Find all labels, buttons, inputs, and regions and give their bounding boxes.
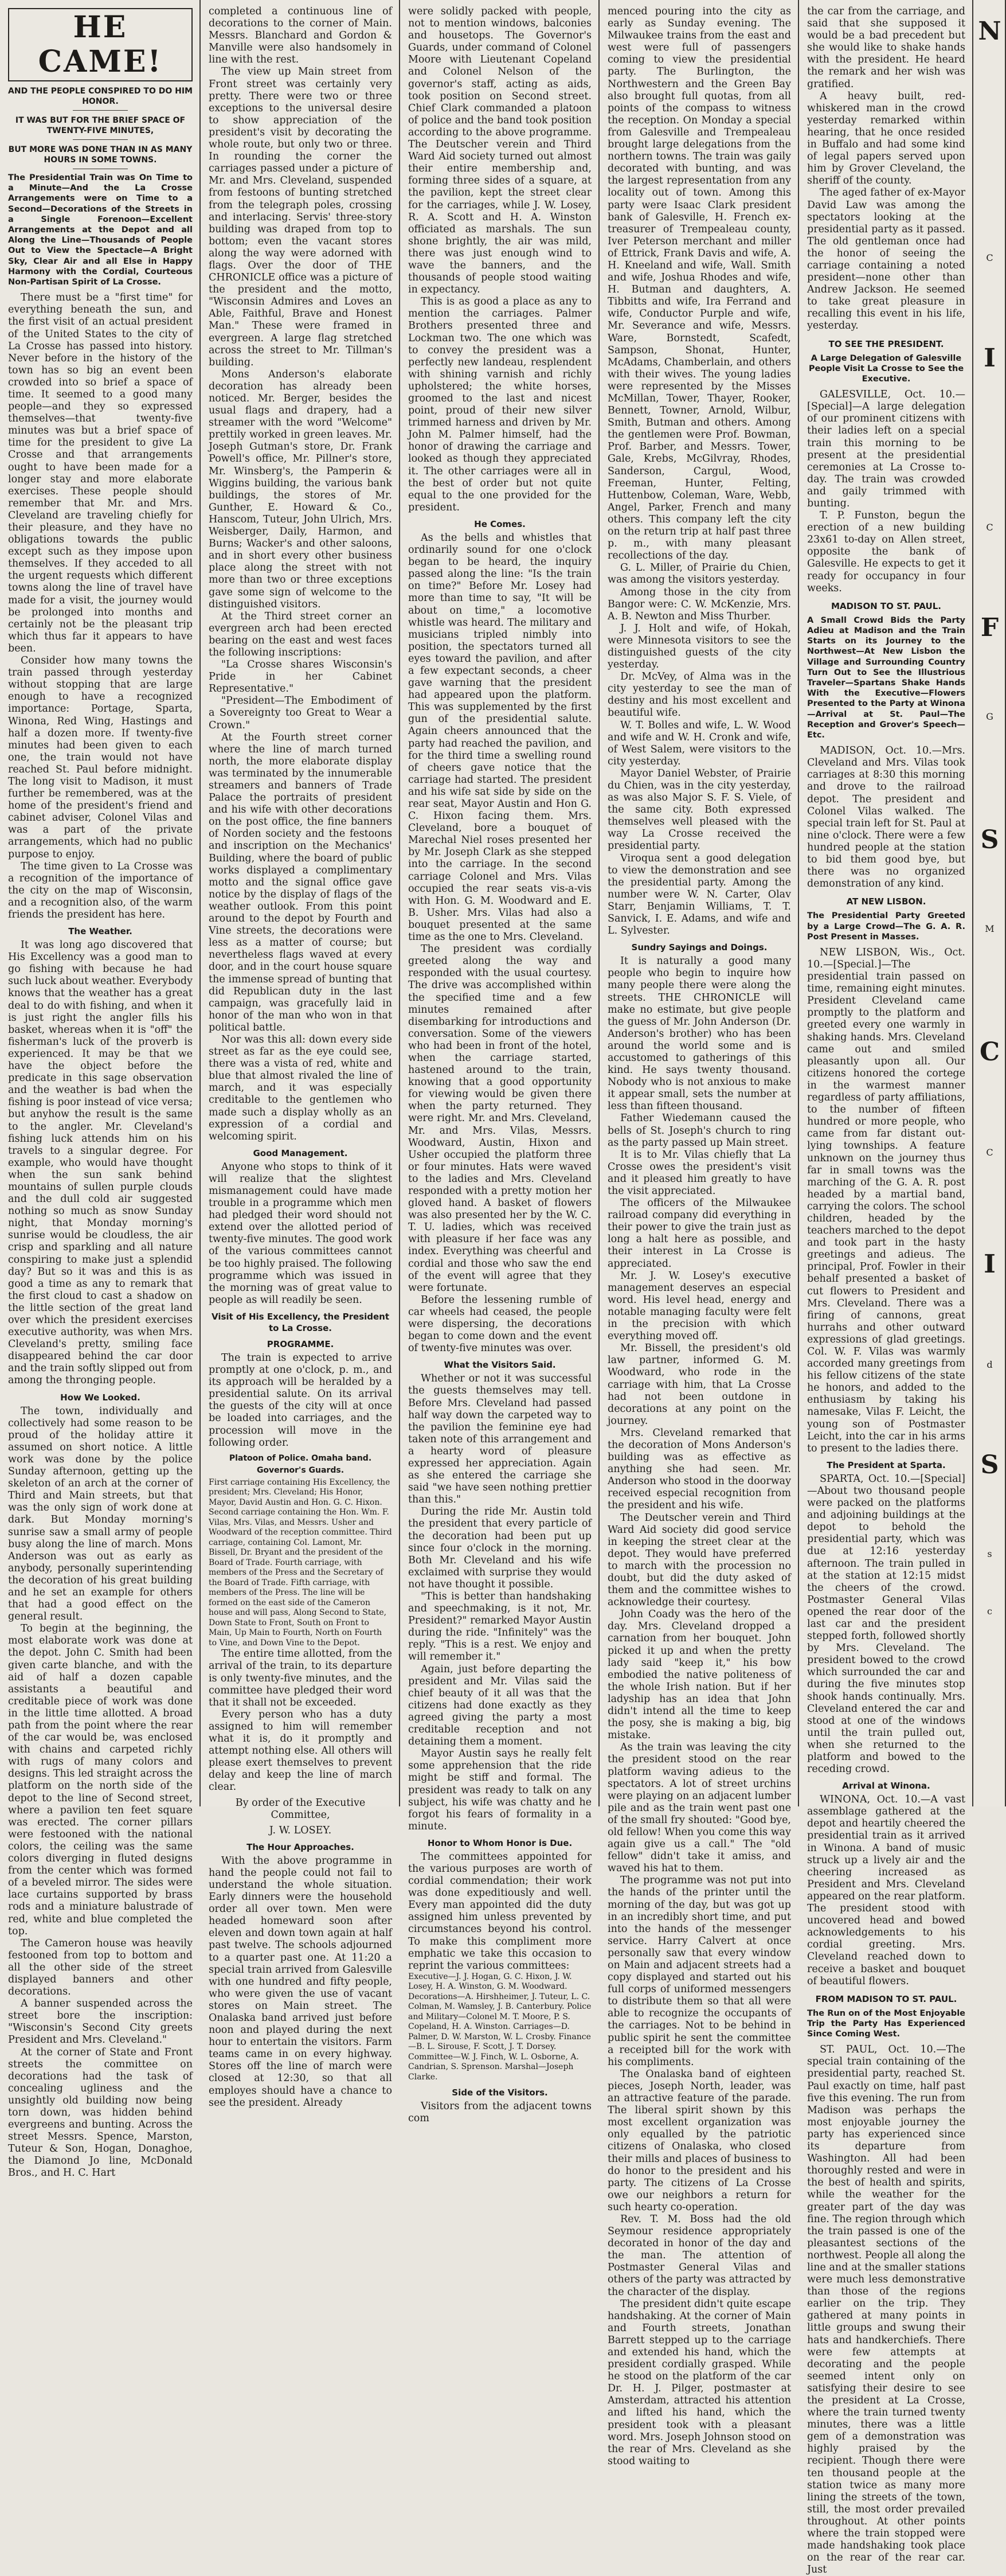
section-heading: Arrival at Winona. <box>842 1781 930 1792</box>
paragraph: GALESVILLE, Oct. 10.—[Special]—A large delegation of our prominent citizens with their ladies left on a special train this morning to be present at the presidential ceremonies at La Crosse to-day. The train was crowded and gaily trimmed with bunting. <box>807 389 965 509</box>
paragraph: There must be a "first time" for everything beneath the sun, and the first visit of an actual president of the United States to the city of La Crosse has passed into history. Never before in the history of the town has so big an event been crowded into so brief a space of time. It seemed to a good many people—and they so expressed themselves—that twenty-five minutes was but a brief space of time for the president to give La Crosse and that arrangements ought to have been made for a longer stay and more elaborate exercises. These people should remember that Mr. and Mrs. Cleveland are traveling chiefly for their pleasure, and they have no obligations towards the public except such as they impose upon themselves. If they acceded to all the urgent requests which different towns along the line of travel have made for a visit, the journey would be prolonged into months and certainly not be the pleasant trip which thus far it appears to have been. <box>8 292 193 654</box>
subhead-1: AND THE PEOPLE CONSPIRED TO DO HIM HONOR. <box>8 87 193 106</box>
paragraph: The town, individually and collectively had some reason to be proud of the holiday attire it assumed on short notice. A little work was done by the police Sunday afternoon, getting up the skeleton of an arch at the corner of Third and Main streets, but that was the only sign of work done at dark. But Monday morning's sunrise saw a small army of people busy along the line of march. Mons Anderson was out as early as anybody, personally superintending the decoration of his great building and he set an example for others that had a good effect on the general result. <box>8 1405 193 1623</box>
edge-letter: S <box>980 825 999 854</box>
headline-deck: The Presidential Train was On Time to a Minute—And the La Crosse Arrangements were on Time to a Second—Decorations of the Streets in a Single Forenoon—Excellent Arrangements at the Depot and all Along the Line—Thousands of People Out to View the Spectacle—A Bright Sky, Clear Air and all Else in Happy Harmony with the Cordial, Courteous Non-Partisan Spirit of La Crosse. <box>8 173 193 287</box>
paragraph: completed a continuous line of decorations to the corner of Main. Messrs. Blanchard and Gordon & Manville were also handsomely in line with the rest. <box>209 6 392 66</box>
paragraph: WINONA, Oct. 10.—A vast assemblage gathered at the depot and heartily cheered the presidential train as it arrived in Winona. A band of music struck up a lively air and the cheering increased as President and Mrs. Cleveland appeared on the rear platform. The president stood with uncovered head and bowed acknowledgements to his cordial greeting. Mrs. Cleveland reached down to receive a basket and bouquet of beautiful flowers. <box>807 1794 965 1987</box>
section-heading: The Weather. <box>68 926 132 937</box>
section-deck: The Run on of the Most Enjoyable Trip the Party Has Experienced Since Coming West. <box>807 2008 965 2039</box>
column-4 <box>600 0 798 2467</box>
paragraph: The Deutscher verein and Third Ward Aid society did good service in keeping the street clear at the depot. They would have preferred to march with the procession no doubt, but did the duty asked of them and the committee wishes to acknowledge their courtesy. <box>608 1512 791 1609</box>
section-heading: Visit of His Excellency, the President to La Crosse. <box>211 1311 390 1333</box>
column-5 <box>799 0 972 2576</box>
paragraph: Again, just before departing the president and Mr. Vilas said the chief beauty of it all was that the citizens had done exactly as they agreed giving the party a most creditable reception and not detaining them a moment. <box>408 1663 592 1748</box>
edge-letter: I <box>984 1250 996 1279</box>
paragraph: The aged father of ex-Mayor David Law was among the spectators looking at the presidential party as it passed. The old gentleman once had the honor of seeing the carriage containing a noted president—none other than Andrew Jackson. He seemed to take great pleasure in recalling this event in his life, yesterday. <box>807 187 965 332</box>
paragraph: It is to Mr. Vilas chiefly that La Crosse owes the president's visit and it pleased him greatly to have the visit appreciated. <box>608 1149 791 1197</box>
column-6-cropped <box>973 0 1006 1806</box>
paragraph: Before the lessening rumble of car wheels had ceased, the people were dispersing, the decorations began to come down and the event of twenty-five minutes was over. <box>408 1294 592 1355</box>
paragraph: To begin at the beginning, the most elaborate work was done at the depot. John C. Smith had been given carte blanche, and with the aid of half a dozen capable assistants a beautiful and creditable piece of work was done in the little time allotted. A broad path from the point where the rear of the car would be, was enclosed with chains and carpeted richly with rugs of many colors and designs. This led straight across the platform on the north side of the depot to the line of Second street, where a pavilion ten feet square was erected. The corner pillars were festooned with the national colors, the ceiling was the same colors diverging in fluted designs from the center which was formed of a beveled mirror. The sides were lace curtains supported by brass rods and a miniature balustrade of red, white and blue completed the top. <box>8 1623 193 1937</box>
paragraph: Viroqua sent a good delegation to view the demonstration and see the presidential party. Among the number were W. N. Carter, Olav Starr, Benjamin Williams, T. T. Sanvick, I. E. Adams, and wife and L. Sylvester. <box>608 852 791 937</box>
paragraph: The entire time allotted, from the arrival of the train, to its departure is only twenty-five minutes, and the committee have pledged their word that it shall not be exceeded. <box>209 1648 392 1708</box>
paragraph: At the Third street corner an evergreen arch had been erected bearing on the east and west faces the following inscriptions: <box>209 610 392 658</box>
paragraph: A heavy built, red-whiskered man in the crowd yesterday remarked within hearing, that he once resided in Buffalo and had some kind of legal papers served upon him by Grover Cleveland, the sheriff of the county. <box>807 90 965 187</box>
committees-list: Executive—J. J. Hogan, G. C. Hixon, J. W. Losey, H. A. Winston, G. M. Woodward. Decorations—A. Hirshheimer, J. Tuteur, L. C. Colman, M. Wamsley, J. B. Canterbury. Police and Military—Colonel M. T. Moore, P. S. Copeland, H. A. Winston. Carriages—D. Palmer, D. W. Marston, W. L. Crosby. Finance—B. L. Sirouse, F. Scott, J. T. Dorsey. Committee—W. J. Finch, W. L. Osborne, A. Candrian, S. Sprenson. Marshal—Joseph Clarke. <box>408 1972 592 2082</box>
section-heading: Side of the Visitors. <box>452 2087 548 2098</box>
paragraph: Mr. J. W. Losey's executive management deserves an especial word. His level head, energy and notable managing faculty were felt in the precision with which everything moved off. <box>608 1270 791 1342</box>
section-heading: FROM MADISON TO ST. PAUL. <box>815 1993 957 2004</box>
paragraph: The view up Main street from Front street was certainly very pretty. There were two or three exceptions to the universal desire to show appreciation of the president's visit by decorating the whole route, but only two or three. In rounding the corner the carriages passed under a picture of Mr. and Mrs. Cleveland, suspended from festoons of bunting stretched from the telegraph poles, crossing and interlacing. Servis' three-story building was draped from top to bottom; even the vacant stores along the way were adorned with flags. Over the door of THE CHRONICLE office was a picture of the president and the motto, "Wisconsin Admires and Loves an Able, Faithful, Brave and Honest Man." These were framed in evergreen. A large flag stretched across the street to Mr. Tillman's building. <box>209 66 392 368</box>
paragraph: Anyone who stops to think of it will realize that the slightest mismanagement could have made trouble in a programme which men had pledged their word should not extend over the allotted period of twenty-five minutes. The good work of the various committees cannot be too highly praised. The following programme which was issued in the morning was of great value to people as will readily be seen. <box>209 1161 392 1306</box>
paragraph: This is as good a place as any to mention the carriages. Palmer Brothers presented three and Lockman two. The one which was to convey the president was a perfectly new landeau, resplendent with shining varnish and richly upholstered; the white horses, groomed to the last and nicest point, proud of their new silver trimmed harness and driven by Mr. John M. Palmer himself, had the honor of drawing the carriage and looked as though they appreciated it. The other carriages were all in the best of order but not quite equal to the one provided for the president. <box>408 296 592 513</box>
edge-fragment: C <box>986 1147 993 1158</box>
paragraph: The train is expected to arrive promptly at one o'clock, p. m., and its approach will be heralded by a presidential salute. On its arrival the guests of the city will at once be loaded into carriages, and the procession will move in the following order. <box>209 1352 392 1449</box>
paragraph: "This is better than handshaking and speechmaking, is it not, Mr. President?" remarked Mayor Austin during the ride. "Infinitely" was the reply. "This is a rest. We enjoy and will remember it." <box>408 1591 592 1663</box>
paragraph: Mayor Daniel Webster, of Prairie du Chien, was in the city yesterday, as was also Major S. F. S. Viele, of the same city. Both expressed themselves well pleased with the way La Crosse received the presidential party. <box>608 767 791 852</box>
paragraph: "La Crosse shares Wisconsin's Pride in her Cabinet Representative." <box>209 659 392 695</box>
paragraph: The president didn't quite escape handshaking. At the corner of Main and Fourth streets, Jonathan Barrett stepped up to the carriage and extended his hand, which the president cordially grasped. While he stood on the platform of the car Dr. H. J. Pilger, postmaster at Amsterdam, attracted his attention and lifted his hand, which the president took with a pleasant word. Mrs. Joseph Johnson stood on the rear of Mrs. Cleveland as she stood waiting to <box>608 2298 791 2467</box>
paragraph: Rev. T. M. Boss had the old Seymour residence appropriately decorated in honor of the day and the man. The attention of Postmaster General Vilas and others of the party was attracted by the character of the display. <box>608 2213 791 2298</box>
paragraph: Mayor Austin says he really felt some apprehension that the ride might be stiff and formal. The president was ready to talk on any subject, his wife was chatty and he forgot his fears of formality in a minute. <box>408 1748 592 1832</box>
divider <box>73 139 128 140</box>
paragraph: "President—The Embodiment of a Sovereignty too Great to Wear a Crown." <box>209 695 392 731</box>
subhead-2: IT WAS BUT FOR THE BRIEF SPACE OF TWENTY-FIVE MINUTES, <box>15 116 186 135</box>
paragraph: The Cameron house was heavily festooned from top to bottom and all the other side of the street displayed banners and other decorations. <box>8 1937 193 1998</box>
paragraph: As the train was leaving the city the president stood on the rear platform waving adieus to the spectators. A lot of street urchins were playing on an adjacent lumber pile and as the train went past one of the small fry shouted: "Good bye, old fellow! When you come this way again give us a call." The "old fellow" didn't take it amiss, and waved his hat to them. <box>608 1742 791 1875</box>
paragraph: At the Fourth street corner where the line of march turned north, the more elaborate display was terminated by the innumerable streamers and banners of Trade Palace the portraits of president and his wife with other decorations on the post office, the fine banners of Norden society and the festoons and inscription on the Mechanics' Building, where the board of public works displayed a complimentary motto and the signal office gave notice by the display of flags of the weather outlook. From this point around to the depot by Fourth and Vine streets, the decorations were less as a matter of course; but nevertheless flags waved at every door, and in the court house square the immense spread of bunting that did Republican duty in the last campaign, was gracefully laid in honor of the man who won in that political battle. <box>209 731 392 1033</box>
section-heading: AT NEW LISBON. <box>846 896 926 907</box>
column-2 <box>201 0 399 2109</box>
paragraph: the car from the carriage, and said that she supposed it would be a bad precedent but she would like to shake hands with the president. He heard the remark and her wish was gratified. <box>807 6 965 90</box>
paragraph: MADISON, Oct. 10.—Mrs. Cleveland and Mrs. Vilas took carriages at 8:30 this morning and drove to the railroad depot. The president and Colonel Vilas walked. The special train left for St. Paul at nine o'clock. There were a few hundred people at the station to bid them good bye, but there was no organized demonstration of any kind. <box>807 745 965 890</box>
paragraph: Whether or not it was successful the guests themselves may tell. Before Mrs. Cleveland had passed half way down the carpeted way to the pavilion the feminine eye had taken note of this arrangement and a hearty word of pleasure expressed her appreciation. Again as she entered the carriage she said "we have seen nothing prettier than this." <box>408 1373 592 1506</box>
paragraph: Mr. Bissell, the president's old law partner, informed G. M. Woodward, who rode in the carriage with him, that La Crosse had not been outdone in decorations at any point on the journey. <box>608 1342 791 1427</box>
paragraph: were solidly packed with people, not to mention windows, balconies and housetops. The Governor's Guards, under command of Colonel Moore with Lieutenant Copeland and Colonel Nelson of the governor's staff, acting as aids, took position on Second street. Chief Clark commanded a platoon of police and the band took position according to the above programme. The Deutscher verein and Third Ward Aid society turned out almost their entire membership and, forming three sides of a square, at the pavilion, kept the street clear for the carriages, while J. W. Losey, R. A. Scott and H. A. Winston officiated as marshals. The sun shone brightly, the air was mild, there was just enough wind to wave the banners, and the thousands of people stood waiting in expectancy. <box>408 6 592 296</box>
paragraph: Mons Anderson's elaborate decoration has already been noticed. Mr. Berger, besides the usual flags and drapery, had a streamer with the word "Welcome" prettily worked in green leaves. Mr. Joseph Gutman's store, Dr. Frank Powell's office, Mr. Pillner's store, Mr. Winsberg's, the Pamperin & Wiggins building, the various bank buildings, the stores of Mr. Gunther, E. Howard & Co., Hanscom, Tuteur, John Ulrich, Mrs. Weisberger, Daily, Harmon, and Burns; Wacker's and other saloons, and in short every other business place along the street with not more than two or three exceptions gave some sign of welcome to the distinguished visitors. <box>209 368 392 610</box>
paragraph: Consider how many towns the train passed through yesterday without stopping that are large enough to have a recognized importance: Portage, Sparta, Winona, Red Wing, Hastings and half a dozen more. If twenty-five minutes had been given to each one, the train would not have reached St. Paul before midnight. The long visit to Madison, it must further be remembered, was at the home of the president's friend and cabinet adviser, Colonel Vilas and was a part of the private arrangements, which had no public purpose to enjoy. <box>8 655 193 860</box>
paragraph: Among those in the city from Bangor were: C. W. McKenzie, Mrs. A. B. Newton and Miss Thurber. <box>608 586 791 622</box>
paragraph: The committees appointed for the various purposes are worth of cordial commendation; their work was done expeditiously and well. Every man appointed did the duty assigned him unless prevented by circumstances beyond his control. To make this compliment more emphatic we take this occasion to reprint the various committees: <box>408 1851 592 1972</box>
paragraph: The programme was not put into the hands of the printer until the morning of the day, but was got up in an incredibly short time, and put into the hands of the messenger service. Harry Calvert at once personally saw that every window on Main and adjacent streets had a copy displayed and started out his full corps of uniformed messengers to distribute them so that all were able to recognize the occupants of the carriages. Not to be behind in public spirit he sent the committee a receipted bill for the work with his compliments. <box>608 1875 791 2068</box>
section-heading: Honor to Whom Honor is Due. <box>427 1837 573 1848</box>
paragraph: It was long ago discovered that His Excellency was a good man to go fishing with because he had such luck about weather. Everybody knows that the weather has a great deal to do with fishing, and when it is just right the angler fills his basket, whereas when it is "off" the fisherman's luck of the proverb is experienced. It may be that we have the object before the predicate in this sage observation and the weather is bad when the fishing is poor instead of vice versa; but anyhow the result is the same to the angler. Mr. Cleveland's fishing luck attends him on his travels to a singular degree. For example, who would have thought when the sun sank behind mountains of sullen purple clouds and the dull cold air suggested nothing so much as snow Sunday night, that Monday morning's sunrise would be cloudless, the air crisp and sparkling and all nature conspiring to make just a splendid day? But so it was and this is as good a time as any to remark that the first cloud to cast a shadow on the little section of the great land over which the president exercises executive authority, was when Mrs. Cleveland's pretty, smiling face disappeared behind the car door and the train softly slipped out from among the thronging people. <box>8 939 193 1387</box>
paragraph: G. L. Miller, of Prairie du Chien, was among the visitors yesterday. <box>608 562 791 586</box>
section-heading: Sundry Sayings and Doings. <box>631 942 768 953</box>
paragraph: NEW LISBON, Wis., Oct. 10.—[Special.]—The presidential train passed on time, remaining eight minutes. President Cleveland came promptly to the platform and greeted every one warmly in shaking hands. Mrs. Cleveland came out and smiled pleasantly upon all. Our citizens honored the cortege in the warmest manner regardless of party affiliations, to the number of fifteen hundred or more people, who came from far distant out-lying townships. A feature unknown on the journey thus far in small towns was the marching of the G. A. R. post headed by a martial band, carrying the colors. The school children, headed by the teachers marched to the depot and took part in the hasty greetings and adieus. The principal, Prof. Fowler in their behalf presented a basket of cut flowers to President and Mrs. Cleveland. There was a firing of cannons, great hurrahs and other outward expressions of glad greetings. Col. W. F. Vilas was warmly accorded many greetings from his fellow citizens of the state he honors, and added to the enthusiasm by taking his namesake, Vilas F. Leicht, the young son of Postmaster Leicht, into the car in his arms to present to the ladies there. <box>807 946 965 1454</box>
paragraph: Every person who has a duty assigned to him will remember what it is, do it promptly and attempt nothing else. All others will please exert themselves to prevent delay and keep the line of march clear. <box>209 1708 392 1793</box>
paragraph: J. J. Holt and wife, of Hokah, were Minnesota visitors to see the distinguished guests of the city yesterday. <box>608 622 791 671</box>
edge-letter: I <box>984 344 996 373</box>
paragraph: It is naturally a good many people who begin to inquire how many people there were along the streets. THE CHRONICLE will make no estimate, but give people the guess of Mr. John Anderson (Dr. Anderson's brother) who has been around the world some and is accustomed to gatherings of this kind. He says twenty thousand. Nobody who is not anxious to make it appear small, sets the number at less than fifteen thousand. <box>608 955 791 1113</box>
paragraph: The officers of the Milwaukee railroad company did everything in their power to give the train just as long a halt here as possible, and their interest in La Crosse is appreciated. <box>608 1197 791 1270</box>
edge-letter: S <box>980 1450 999 1480</box>
paragraph: Mrs. Cleveland remarked that the decoration of Mons Anderson's building was as effective as anything she had seen. Mr. Anderson who stood in the doorway received especial recognition from the president and his wife. <box>608 1427 791 1512</box>
edge-letter: N <box>978 17 1001 46</box>
paragraph: During the ride Mr. Austin told the president that every particle of the decoration had been put up since four o'clock in the morning. Both Mr. Cleveland and his wife exclaimed with surprise they would not have thought it possible. <box>408 1506 592 1590</box>
edge-fragment: G <box>986 711 993 722</box>
edge-letter: F <box>980 613 999 642</box>
paragraph: As the bells and whistles that ordinarily sound for one o'clock began to be heard, the inquiry passed along the line: "Is the train on time?" Before Mr. Losey had more than time to say, "It will be about on time," a locomotive whistle was heard. The military and musicians tripled nimbly into position, the spectators turned all eyes toward the pavilion, and after a few expectant seconds, a cheer gave warning that the president had appeared upon the platform. This was supplemented by the first gun of the presidential salute. Again cheers announced that the party had reached the pavilion, and for the third time a swelling round of cheers gave notice that the carriage had started. The president and his wife sat side by side on the rear seat, Mayor Austin and Hon G. C. Hixon facing them. Mrs. Cleveland, bore a bouquet of Marechal Niel roses presented her by Mr. Joseph Clark as she stepped into the carriage. In the second carriage Colonel and Mrs. Vilas occupied the rear seats vis-a-vis with Hon. G. M. Woodward and E. B. Usher. Mrs. Vilas had also a bouquet presented at the same time as the one to Mrs. Cleveland. <box>408 532 592 943</box>
paragraph: A banner suspended across the street bore the inscription: "Wisconsin's Second City greets President and Mrs. Cleveland." <box>8 1998 193 2046</box>
paragraph: Father Wiedemann caused the bells of St. Joseph's church to ring as the party passed up Main street. <box>608 1113 791 1149</box>
paragraph: Visitors from the adjacent towns com <box>408 2101 592 2125</box>
column-3 <box>400 0 598 2125</box>
section-deck: A Large Delegation of Galesville People Visit La Crosse to See the Executive. <box>808 353 964 384</box>
signature-line: By order of the Executive Committee, <box>235 1797 366 1821</box>
edge-fragment: M <box>985 923 995 934</box>
section-deck: A Small Crowd Bids the Party Adieu at Madison and the Train Starts on its Journey to the Northwest—At New Lisbon the Village and Surrounding Country Turn Out to See the Illustrious Traveler—Spartans Shake Hands With the Executive—Flowers Presented to the Party at Winona—Arrival at St. Paul—The Reception and Grover's Speech—Etc. <box>807 615 965 740</box>
paragraph: W. T. Bolles and wife, L. W. Wood and wife and W. H. Cronk and wife, of West Salem, were visitors to the city yesterday. <box>608 719 791 767</box>
paragraph: menced pouring into the city as early as Sunday evening. The Milwaukee trains from the east and west were full of passengers coming to view the presidential party. The Burlington, the Northwestern and the Green Bay also brought full quotas, from all points of the compass to witness the reception. On Monday a special from Galesville and Trempealeau brought large delegations from the northern towns. The train was gaily decorated with bunting, and was the largest representation from any locality out of town. Among this party were Isaac Clark president bank of Galesville, H. French ex-treasurer of Trempealeau county, Iver Peterson merchant and miller of Ettrick, Frank Davis and wife, A. H. Kneeland and wife, Wall. Smith and wife, Joshua Rhodes and wife, H. Butman and daughters, A. Tibbitts and wife, Ira Ferrand and wife, Conductor Purple and wife, Mr. Severance and wife, Messrs. Ware, Bornstedt, Scafedt, Sampson, Shonat, Hunter, McAdams, Chamberlain, and others with their wives. The young ladies were represented by the Misses McMillan, Tower, Thayer, Rooker, Bennett, Towner, Arnold, Wilbur, Smith, Butman and others. Among the gentlemen were Prof. Bowman, Prof. Barber, and Messrs. Tower, Gale, Krebs, McGilvray, Rhodes, Sanderson, Cargul, Wood, Freeman, Hunter, Felting, Huttenbow, Coleman, Ware, Webb, Angel, Parker, French and many others. This company left the city on the return trip at half past three p. m., with many pleasant recollections of the day. <box>608 6 791 562</box>
paragraph: The Onalaska band of eighteen pieces, Joseph North, leader, was an attractive feature of the parade. The liberal spirit shown by this most excellent organization was only equalled by the patriotic citizens of Onalaska, who closed their mills and places of business to do honor to the president and his party. The citizens of La Crosse owe our neighbors a return for such hearty co-operation. <box>608 2068 791 2213</box>
section-heading: The President at Sparta. <box>827 1459 946 1470</box>
paragraph: Nor was this all: down every side street as far as the eye could see, there was a vista of red, white and blue that almost rivaled the line of march, and it was especially creditable to the gentlemen who made such a display wholly as an expression of a cordial and welcoming spirit. <box>209 1033 392 1142</box>
section-heading: MADISON TO ST. PAUL. <box>831 600 941 611</box>
edge-fragment: c <box>987 1606 992 1617</box>
paragraph: T. P. Funston, begun the erection of a new building 23x61 to-day on Allen street, opposite the bank of Galesville. He expects to get it ready for occupancy in four weeks. <box>807 510 965 594</box>
section-heading: He Comes. <box>474 518 526 529</box>
headline-he-came: HE CAME! <box>8 8 193 81</box>
section-heading: The Hour Approaches. <box>246 1841 354 1852</box>
edge-fragment: d <box>987 1359 993 1370</box>
section-deck: The Presidential Party Greeted by a Large Crowd—The G. A. R. Post Present in Masses. <box>807 911 965 942</box>
section-heading: How We Looked. <box>60 1392 140 1403</box>
programme-heading: Platoon of Police. Omaha band. Governor's Guards. <box>229 1453 372 1475</box>
edge-letter: C <box>979 1037 1000 1067</box>
paragraph: At the corner of State and Front streets the committee on decorations had the task of concealing ugliness and the unsightly old building now being torn down, was hidden behind evergreens and bunting. Across the street Messrs. Spence, Marston, Tuteur & Son, Hogan, Donaghoe, the Diamond Jo line, McDonald Bros., and H. C. Hart <box>8 2046 193 2179</box>
column-1 <box>0 0 199 2179</box>
divider <box>73 110 128 111</box>
edge-fragment: C <box>986 522 993 533</box>
paragraph: John Coady was the hero of the day. Mrs. Cleveland dropped a carnation from her bouquet. John picked it up and when the pretty lady said "keep it," his bow embodied the native politeness of the whole Irish nation. But if her ladyship has an idea that John didn't intend all the time to keep the posy, she is making a big, big mistake. <box>608 1609 791 1742</box>
paragraph: ST. PAUL, Oct. 10.—The special train containing of the presidential party, reached St. Paul exactly on time, half past five this evening. The run from Madison was perhaps the most enjoyable journey the party has experienced since its departure from Washington. All had been thoroughly rested and were in the best of health and spirits, while the weather for the greater part of the day was fine. The region through which the train passed is one of the pleasantest sections of the northwest. People all along the line and at the smaller stations were much less demonstrative than those of the regions earlier on the trip. They gathered at many points in little groups and swung their hats and handkerchiefs. There were few attempts at decorating and the people seemed intent only on satisfying their desire to see the president at La Crosse, where the train turned twenty minutes, there was a little gem of a demonstration was highly praised by the recipient. Though there were ten thousand people at the station twice as many more lining the streets of the town, still, the most order prevailed throughout. At other points where the train stopped were made handshaking took place on the rear of the rear car. Just <box>807 2044 966 2576</box>
paragraph: With the above programme in hand the people could not fail to understand the whole situation. Early dinners were the household order all over town. Men were headed homeward soon after eleven and down town again at half past twelve. The schools adjourned to a quarter past one. At 11:20 a special train arrived from Galesville with one hundred and fifty people, who were given the use of vacant stores on Main street. The Onalaska band arrived just before noon and played during the next hour to entertain the visitors. Farm teams came in on every highway. Stores off the line of march were closed at 12:30, so that all employes should have a chance to see the president. Already <box>209 1855 392 2109</box>
subhead-3: BUT MORE WAS DONE THAN IN AS MANY HOURS IN SOME TOWNS. <box>8 145 193 165</box>
section-heading: TO SEE THE PRESIDENT. <box>828 338 944 349</box>
section-heading: Good Management. <box>253 1148 348 1158</box>
section-heading: What the Visitors Said. <box>444 1360 556 1371</box>
signature-name: J. W. LOSEY. <box>269 1824 332 1836</box>
paragraph: The president was cordially greeted along the way and responded with the usual courtesy. The drive was accomplished within the specified time and a few minutes remained after disembarking for introductions and conversation. Some of the viewers who had been in front of the hotel, when the carriage started, hastened around to the train, knowing that a good opportunity for viewing would be given there when the party returned. They were right. Mr. and Mrs. Cleveland, Mr. and Mrs. Vilas, Messrs. Woodward, Austin, Hixon and Usher occupied the platform three or four minutes. Hats were waved to the ladies and Mrs. Cleveland responded with a pretty motion her gloved hand. A basket of flowers was also presented her by the W. C. T. U. ladies, which was received with pleasure if her face was any index. Everything was cheerful and cordial and those who saw the end of the event will agree that they were fortunate. <box>408 943 592 1294</box>
edge-fragment: C <box>986 252 993 263</box>
programme-list: First carriage containing His Excellency, the president; Mrs. Cleveland; His Honor, Mayor, David Austin and Hon. G. C. Hixon. Second carriage containing the Hon. Wm. F. Vilas, Mrs. Vilas, and Messrs. Usher and Woodward of the reception committee. Third carriage, containing Col. Lamont, Mr. Bissell, Dr. Bryant and the president of the Board of Trade. Fourth carriage, with members of the Press and the Secretary of the Board of Trade. Fifth carriage, with members of the Press. The line will be formed on the east side of the Cameron house and will pass, Along Second to State, Down State to Front, South on Front to Main, Up Main to Fourth, North on Fourth to Vine, and Down Vine to the Depot. <box>209 1477 392 1648</box>
paragraph: The time given to La Crosse was a recognition of the importance of the city on the map of Wisconsin, and a recognition also, of the warm friends the president has here. <box>8 860 193 921</box>
paragraph: SPARTA, Oct. 10.—[Special]—About two thousand people were packed on the platforms and adjoining buildings at the depot to behold the presidential party, which was due at 12:16 yesterday afternoon. The train pulled in at the station at 12:15 midst the cheers of the crowd. Postmaster General Vilas opened the rear door of the last car and the president stepped forth, followed shortly by Mrs. Cleveland. The president bowed to the crowd which surrounded the car and during the five minutes stop shook hands continually. Mrs. Cleveland entered the car and stood at one of the windows until the train pulled out, when she returned to the platform and bowed to the receding crowd. <box>807 1473 965 1775</box>
edge-fragment: s <box>987 1548 992 1559</box>
paragraph: Dr. McVey, of Alma was in the city yesterday to see the man of destiny and his most excellent and beautiful wife. <box>608 671 791 719</box>
section-heading: PROGRAMME. <box>267 1338 334 1349</box>
